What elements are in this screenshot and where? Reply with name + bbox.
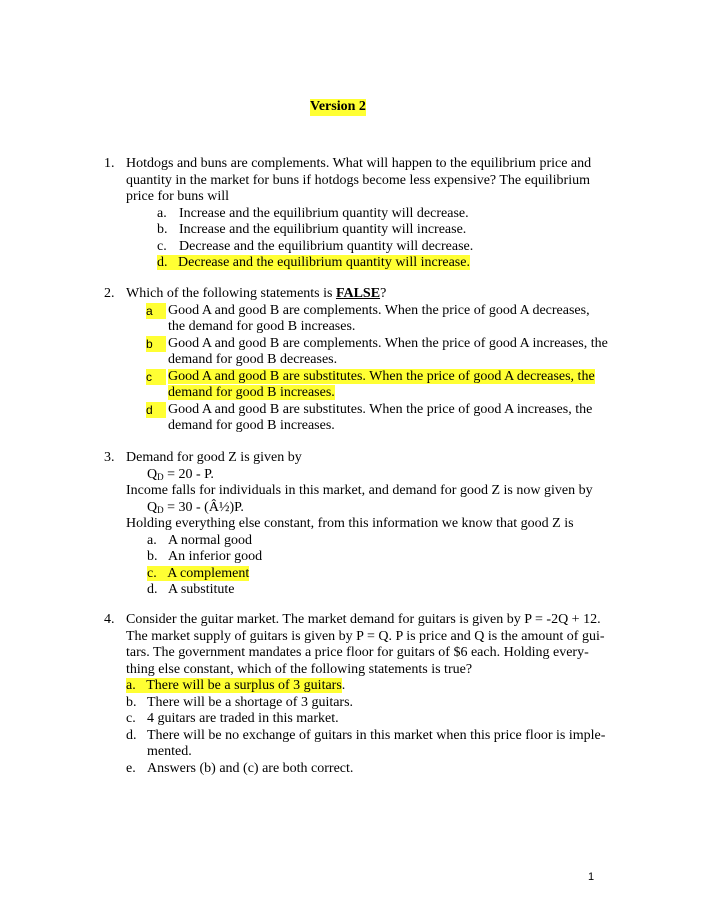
question-text-line: Holding everything else constant, from this information we know that good Z is xyxy=(126,516,574,531)
answer-option: b Good A and good B are complements. When the price of good A increases, the demand for good B decreases. xyxy=(146,335,608,367)
answer-option: b. Increase and the equilibrium quantity will increase. xyxy=(157,222,467,237)
answer-option-highlighted: a. There will be a surplus of 3 guitars. xyxy=(126,678,346,693)
question-text-line: Which of the following statements is FALSE? xyxy=(126,286,387,301)
answer-option-highlighted: c. A complement xyxy=(147,565,250,581)
question-4 xyxy=(104,612,614,777)
false-emphasis: FALSE xyxy=(335,286,381,301)
page-number: 1 xyxy=(588,871,595,883)
question-number: 4. xyxy=(104,612,115,627)
question-text-line: price for buns will xyxy=(126,189,230,204)
answer-option: a. Increase and the equilibrium quantity will decrease. xyxy=(157,205,469,221)
question-number: 3. xyxy=(104,450,115,465)
question-text-line: Hotdogs and buns are complements. What will happen to the equilibrium price and xyxy=(126,156,592,171)
answer-option: d. There will be no exchange of guitars in this market when this price floor is imple- mented. xyxy=(126,727,606,759)
demand-equation-2: $Q_D = 30$ - (Â½)P. xyxy=(147,499,244,515)
answer-option: c. Decrease and the equilibrium quantity will decrease. xyxy=(157,238,474,254)
answer-option-highlighted: c Good A and good B are substitutes. When the price of good A decreases, the demand for good B increases. xyxy=(146,368,595,400)
question-text-line: Income falls for individuals in this market, and demand for good Z is now given by xyxy=(126,483,593,498)
question-number: 2. xyxy=(104,286,115,301)
answer-option: d Good A and good B are substitutes. When the price of good A increases, the demand for good B increases. xyxy=(146,401,593,433)
question-text-line: quantity in the market for buns if hotdogs become less expensive? The equilibrium xyxy=(126,172,590,188)
question-text-line: The market supply of guitars is given by P = Q. P is price and Q is the amount of gui- xyxy=(126,628,605,644)
version-title: Version 2 xyxy=(310,99,366,114)
question-3 xyxy=(104,450,614,599)
answer-option-highlighted: d. Decrease and the equilibrium quantity will increase. xyxy=(157,255,470,270)
question-text-line: tars. The government mandates a price floor for guitars of $6 each. Holding every- xyxy=(126,645,589,660)
demand-equation-1: $Q_D = 20 - P$. xyxy=(147,466,214,482)
answer-option: a Good A and good B are complements. When the price of good A decreases, the demand for good B increases. xyxy=(146,302,590,334)
question-text-line: Consider the guitar market. The market demand for guitars is given by P = -2Q + 12. xyxy=(126,612,601,627)
answer-option: b. There will be a shortage of 3 guitars. xyxy=(126,694,354,710)
question-1 xyxy=(104,156,614,272)
answer-option: d. A substitute xyxy=(147,582,235,597)
answer-option: a. A normal good xyxy=(147,532,252,548)
answer-option: c. 4 guitars are traded in this market. xyxy=(126,711,339,726)
question-number: 1. xyxy=(104,156,115,171)
question-text-line: Demand for good Z is given by xyxy=(126,450,302,465)
answer-option: e. Answers (b) and (c) are both correct. xyxy=(126,760,354,776)
question-2 xyxy=(104,286,614,435)
question-text-line: thing else constant, which of the following statements is true? xyxy=(126,661,473,677)
answer-option: b. An inferior good xyxy=(147,549,263,564)
